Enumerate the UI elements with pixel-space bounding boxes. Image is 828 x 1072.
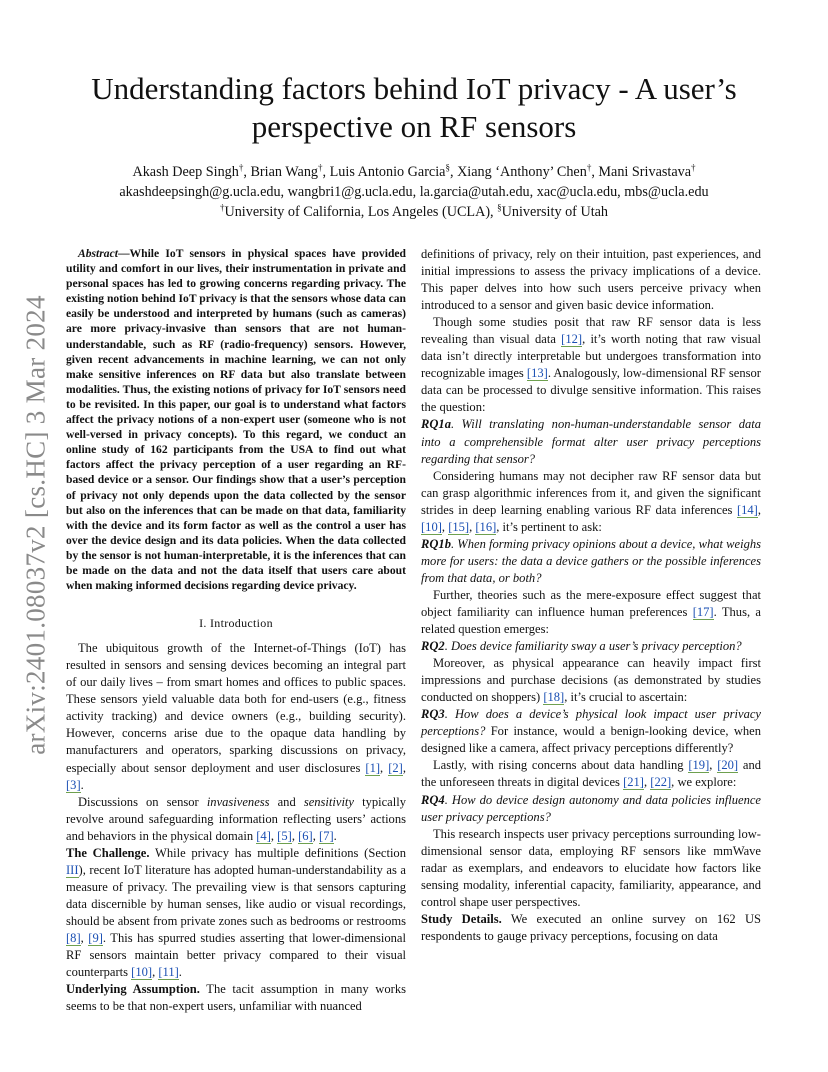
right-column bbox=[421, 246, 761, 945]
citation-link[interactable]: [22] bbox=[650, 775, 672, 790]
author-4: Xiang ‘Anthony’ Chen bbox=[457, 164, 587, 180]
right-paragraph-2: Though some studies posit that raw RF sensor data is less revealing than visual data [12], it’s worth noting that raw visual data isn’t directly interpretable but undergoes transformation into recognizable images [13]. Analogously, low-dimensional RF sensor data can be processed to divulge sensitive information. This raises the question: bbox=[421, 315, 761, 415]
arxiv-identifier bbox=[16, 290, 56, 760]
section-heading-introduction: I. Introduction bbox=[199, 616, 273, 631]
arxiv-id-text: arXiv:2401.08037v2 [cs.HC] 3 Mar 2024 bbox=[20, 295, 51, 755]
author-names: Akash Deep Singh†, Brian Wang†, Luis Antonio Garcia§, Xiang ‘Anthony’ Chen†, Mani Srivastava† bbox=[132, 162, 696, 180]
citation-link[interactable]: [9] bbox=[88, 931, 103, 945]
citation-link[interactable]: [21] bbox=[623, 775, 644, 790]
abstract-label: Abstract bbox=[78, 247, 118, 260]
affiliation-utah: University of Utah bbox=[501, 204, 609, 220]
research-question-3: RQ3. How does a device’s physical look impact user privacy perceptions? For instance, would a benign-looking device, when designed like a camera, affect privacy perceptions differently? bbox=[421, 707, 761, 756]
citation-link[interactable]: [12] bbox=[561, 332, 583, 347]
study-details-label: Study Details. bbox=[421, 911, 502, 926]
affiliation-ucla: University of California, Los Angeles (UCLA), bbox=[224, 204, 498, 220]
citation-link[interactable]: [5] bbox=[277, 828, 292, 843]
author-affiliations: †University of California, Los Angeles (UCLA), §University of Utah bbox=[219, 202, 609, 220]
citation-link[interactable]: [20] bbox=[717, 758, 739, 773]
intro-paragraph-2: Discussions on sensor invasiveness and sensitivity typically revolve around safeguarding information reflecting users’ actions and behaviors in the physical domain [4], [5], [6], [7]. bbox=[66, 794, 406, 843]
challenge-paragraph: The Challenge. While privacy has multiple definitions (Section III), recent IoT literature has adopted human-understandability as a measure of privacy. The prevailing view is that sensors capturing data discernible by human senses, like audio or visual recordings, should be absent from private zones such as bedrooms or restrooms [8], [9]. This has spurred studies asserting that lower-dimensional RF sensors maintain better privacy compared to their visual counterparts [10], [11]. bbox=[66, 845, 406, 980]
citation-link[interactable]: [15] bbox=[448, 519, 470, 534]
research-question-4: RQ4. How do device design autonomy and data policies influence user privacy perceptions? bbox=[421, 792, 761, 824]
author-2: Brian Wang bbox=[250, 164, 319, 180]
citation-link[interactable]: [17] bbox=[692, 604, 714, 619]
citation-link[interactable]: [16] bbox=[475, 519, 497, 534]
section-link[interactable]: III bbox=[66, 862, 79, 877]
right-paragraph-4: Further, theories such as the mere-exposure effect suggest that object familiarity can influence human preferences [17]. Thus, a related question emerges: bbox=[421, 587, 761, 637]
author-emails: akashdeepsingh@g.ucla.edu, wangbri1@g.ucla.edu, la.garcia@utah.edu, xac@ucla.edu, mbs@ucla.edu bbox=[119, 184, 709, 200]
research-question-1b: RQ1b. When forming privacy opinions about a device, what weighs more for users: the data a device gathers or the possible inferences from that data, or both? bbox=[421, 536, 761, 585]
citation-link[interactable]: [7] bbox=[319, 828, 334, 843]
paper-title bbox=[60, 70, 768, 146]
research-question-2: RQ2. Does device familiarity sway a user’s privacy perception? bbox=[421, 639, 742, 654]
right-paragraph-7: This research inspects user privacy perceptions surrounding low-dimensional sensor data, employing RF sensors like mmWave radar as exemplars, and endeavors to elucidate how factors like sensing modality, inferential capacity, familiarity, appearance, and control shape user perspectives. bbox=[421, 826, 761, 909]
citation-link[interactable]: [13] bbox=[526, 366, 548, 381]
citation-link[interactable]: [10] bbox=[421, 519, 442, 534]
citation-link[interactable]: [2] bbox=[388, 760, 403, 775]
citation-link[interactable]: [6] bbox=[298, 828, 313, 843]
challenge-label: The Challenge. bbox=[66, 845, 150, 860]
citation-link[interactable]: [19] bbox=[688, 758, 710, 773]
author-block bbox=[60, 162, 768, 222]
study-details-paragraph: Study Details. We executed an online survey on 162 US respondents to gauge privacy perceptions, focusing on data bbox=[421, 911, 761, 943]
author-3: Luis Antonio Garcia bbox=[329, 164, 446, 180]
assumption-label: Underlying Assumption. bbox=[66, 982, 200, 997]
research-question-1a: RQ1a. Will translating non-human-understandable sensor data into a comprehensible format alter user privacy perceptions regarding that sensor? bbox=[421, 417, 761, 466]
right-paragraph-6: Lastly, with rising concerns about data handling [19], [20] and the unforeseen threats in digital devices [21], [22], we explore: bbox=[421, 758, 761, 790]
intro-paragraph-1: The ubiquitous growth of the Internet-of-Things (IoT) has resulted in sensors and sensing devices becoming an integral part of our daily lives – from smart homes and offices to public spaces. These sensors yield valuable data both for end-users (e.g., fitness activity tracking) and device owners (e.g., building security). However, concerns arise due to the opaque data handling by manufacturers and operators, sparking discussions on privacy, especially about sensor deployment and user disclosures [1], [2], [3]. bbox=[66, 641, 406, 792]
author-5: Mani Srivastava bbox=[598, 164, 692, 180]
citation-link[interactable]: [18] bbox=[543, 690, 565, 705]
right-paragraph-3: Considering humans may not decipher raw RF sensor data but can grasp algorithmic inferences from it, and given the significant strides in deep learning enabling various RF data inferences [14], [10], [15], [16], it’s pertinent to ask: bbox=[421, 468, 761, 534]
title-line-1: Understanding factors behind IoT privacy - A user’s bbox=[91, 71, 737, 106]
citation-link[interactable]: [4] bbox=[256, 828, 271, 843]
citation-link[interactable]: [11] bbox=[158, 965, 179, 980]
abstract-text: —While IoT sensors in physical spaces have provided utility and comfort in our lives, their instrumentation in private and personal spaces has led to growing concerns regarding privacy. The existing notion behind IoT privacy is that the sensors whose data can easily be understood and interpreted by humans (such as cameras) are more privacy-invasive than sensors that are not human-understandable, such as RF (radio-frequency) sensors. However, given recent advancements in machine learning, we can not only make sensitive inferences on RF data but also translate between modalities. Thus, the existing notions of privacy for IoT sensors need to be revisited. In this paper, our goal is to understand what factors affect the privacy notions of a non-expert user (someone who is not well-versed in privacy concepts). To this regard, we conduct an online study of 162 participants from the USA to find out what factors affect the privacy perception of a user regarding an RF-based device or a sensor. Our findings show that a user’s perception of privacy not only depends upon the data collected by the sensor but also on the inferences that can be made on that data, familiarity with the device and its form factor as well as the control a user has over the device design and its data policies. When the data collected by the sensor is not human-interpretable, it is the inferences that can be made on the data and not the data itself that users care about when making informed decisions regarding device privacy. bbox=[66, 247, 406, 593]
right-paragraph-5: Moreover, as physical appearance can heavily impact first impressions and purchase decisions (as demonstrated by studies conducted on shoppers) [18], it’s crucial to ascertain: bbox=[421, 656, 761, 705]
abstract bbox=[66, 246, 406, 593]
citation-link[interactable]: [3] bbox=[66, 777, 81, 792]
title-line-2: perspective on RF sensors bbox=[251, 109, 577, 144]
left-column bbox=[66, 246, 406, 1015]
citation-link[interactable]: [14] bbox=[736, 502, 758, 517]
citation-link[interactable]: [8] bbox=[66, 931, 81, 945]
assumption-paragraph: Underlying Assumption. The tacit assumption in many works seems to be that non-expert users, unfamiliar with nuanced bbox=[66, 982, 406, 1014]
citation-link[interactable]: [10] bbox=[131, 965, 153, 980]
author-1: Akash Deep Singh bbox=[132, 164, 239, 180]
right-paragraph-1: definitions of privacy, rely on their intuition, past experiences, and initial impressions to assess the privacy implications of a device. This paper delves into how such users perceive privacy when introduced to a sensor and given basic device information. bbox=[421, 247, 761, 313]
citation-link[interactable]: [1] bbox=[365, 760, 381, 775]
